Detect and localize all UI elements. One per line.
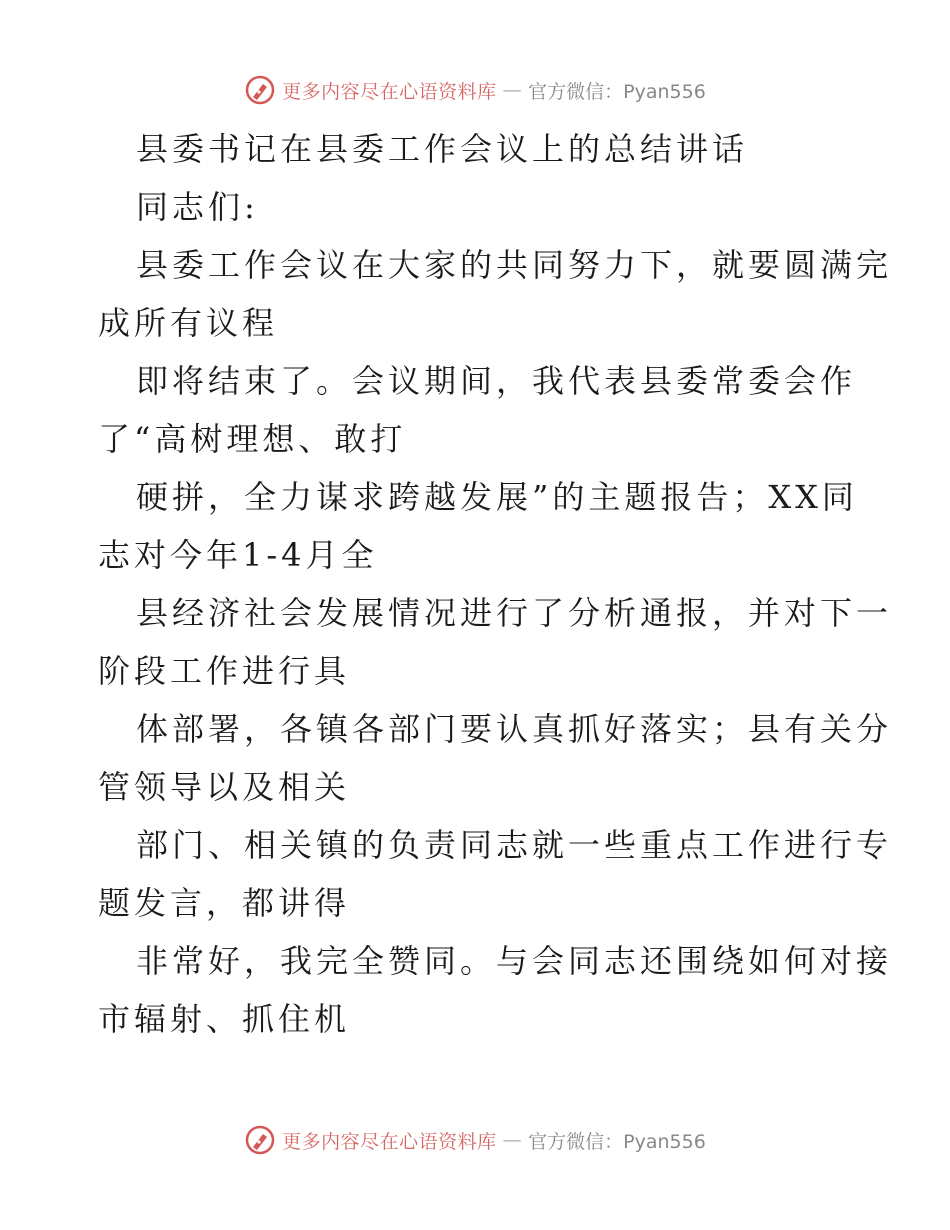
- body-text-line: 硬拼，全力谋求跨越发展”的主题报告；XX同: [136, 478, 858, 516]
- watermark-site-text: 更多内容尽在心语资料库: [282, 1130, 497, 1153]
- body-text-line: 部门、相关镇的负责同志就一些重点工作进行专: [136, 826, 893, 864]
- watermark-wechat-text: 官方微信：Pyan556: [528, 80, 706, 103]
- body-text-line: 体部署，各镇各部门要认真抓好落实；县有关分: [136, 710, 893, 748]
- body-text-line: 志对今年1-4月全: [98, 536, 378, 574]
- watermark-site-text: 更多内容尽在心语资料库: [282, 80, 497, 103]
- body-text-line: 管领导以及相关: [98, 768, 351, 806]
- pen-nib-logo-icon: [244, 1124, 276, 1156]
- pen-nib-logo-icon: [244, 74, 276, 106]
- watermark-wechat-text: 官方微信：Pyan556: [528, 1130, 706, 1153]
- body-text-line: 非常好，我完全赞同。与会同志还围绕如何对接: [136, 942, 893, 980]
- body-text-line: 县委工作会议在大家的共同努力下，就要圆满完: [136, 246, 893, 284]
- body-text-line: 题发言，都讲得: [98, 884, 351, 922]
- salutation: 同志们:: [136, 188, 259, 226]
- watermark-separator: —: [502, 1129, 523, 1151]
- body-text-line: 了“高树理想、敢打: [98, 420, 407, 458]
- watermark-separator: —: [502, 79, 523, 101]
- body-text-line: 市辐射、抓住机: [98, 1000, 351, 1038]
- body-text-line: 县经济社会发展情况进行了分析通报，并对下一: [136, 594, 893, 632]
- header-watermark: [0, 70, 950, 110]
- paragraph-lines: [98, 236, 893, 1048]
- body-text-line: 成所有议程: [98, 304, 279, 342]
- document-title: 县委书记在县委工作会议上的总结讲话: [136, 130, 749, 168]
- body-text-line: 即将结束了。会议期间，我代表县委常委会作: [136, 362, 857, 400]
- body-text-line: 阶段工作进行具: [98, 652, 351, 690]
- document-body: [98, 120, 893, 1048]
- footer-watermark: [0, 1120, 950, 1160]
